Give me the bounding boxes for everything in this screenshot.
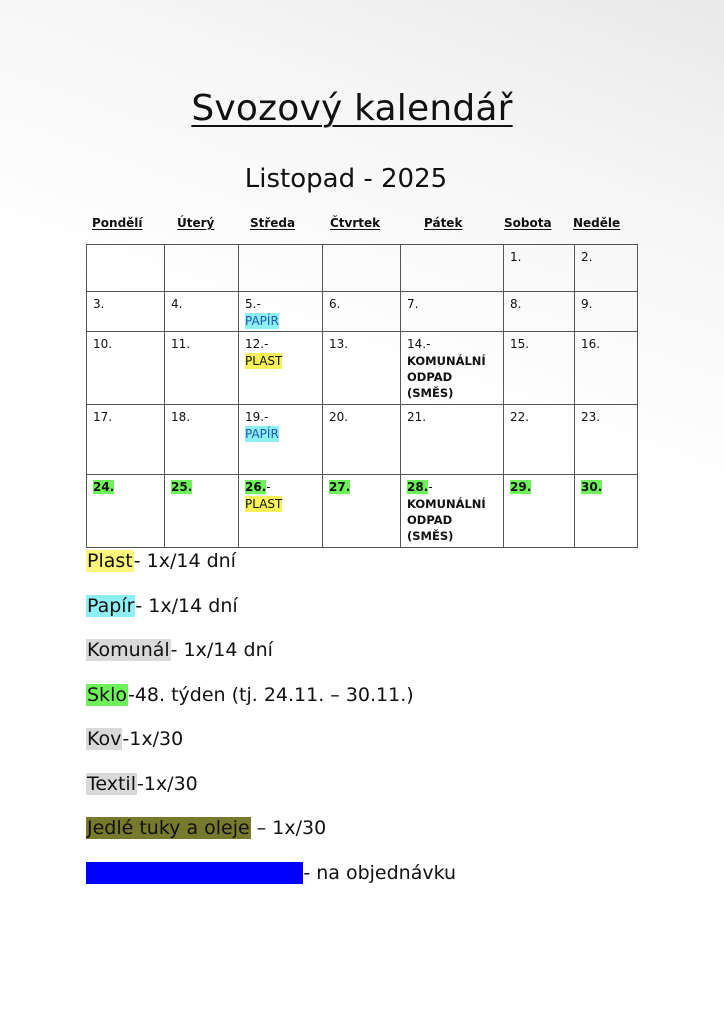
- calendar-day-cell: [165, 292, 239, 332]
- day-number: 16.: [581, 337, 601, 351]
- legend-frequency: -1x/30: [136, 772, 198, 795]
- day-number: 9.: [581, 297, 593, 311]
- day-number: 18.: [171, 410, 191, 424]
- day-number: 7.: [407, 297, 419, 311]
- legend-key: Jedlé tuky a oleje: [87, 817, 250, 839]
- day-number: 23.: [581, 410, 601, 424]
- calendar-day-cell: [239, 405, 323, 475]
- weekday-header: [0, 216, 724, 234]
- calendar-grid: [86, 244, 638, 548]
- day-suffix: -: [266, 480, 271, 494]
- day-number: 10.: [93, 337, 113, 351]
- day-number: 11.: [171, 337, 191, 351]
- calendar-week: [87, 245, 638, 292]
- calendar-day-cell: [504, 332, 575, 405]
- pickup-tag-komunal: KOMUNÁLNÍ ODPAD (SMĚS): [407, 497, 486, 543]
- weekday-sunday: Neděle: [573, 216, 621, 230]
- day-number: 13.: [329, 337, 349, 351]
- day-number: 20.: [329, 410, 349, 424]
- calendar-day-cell: [575, 405, 638, 475]
- legend-frequency: – 1x/30: [250, 817, 327, 839]
- calendar-week: [87, 292, 638, 332]
- day-number: 14.-: [407, 337, 431, 351]
- calendar-day-cell: [239, 292, 323, 332]
- day-number: 5.-: [245, 297, 261, 311]
- calendar-day-cell: [323, 292, 401, 332]
- legend: [86, 545, 686, 901]
- calendar-day-cell: [575, 475, 638, 548]
- weekday-saturday: Sobota: [504, 216, 552, 230]
- legend-frequency: - na objednávku: [303, 861, 457, 884]
- day-number: 29.: [510, 480, 532, 494]
- day-number: 2.: [581, 250, 593, 264]
- calendar-day-cell: [575, 332, 638, 405]
- day-number: 26.: [245, 480, 267, 494]
- page-title: Svozový kalendář: [191, 88, 513, 129]
- legend-item-kov: [86, 723, 686, 768]
- calendar-day-cell: [87, 245, 165, 292]
- calendar-day-cell: [165, 332, 239, 405]
- pickup-tag-papir: PAPÍR: [245, 427, 279, 441]
- calendar-day-cell: [87, 292, 165, 332]
- day-number: 3.: [93, 297, 105, 311]
- calendar-day-cell: [87, 405, 165, 475]
- calendar-day-cell: [165, 405, 239, 475]
- calendar-day-cell: [323, 405, 401, 475]
- calendar-day-cell: [87, 475, 165, 548]
- weekday-wednesday: Středa: [250, 216, 296, 230]
- day-number: 19.-: [245, 410, 269, 424]
- legend-item-bio: [86, 857, 686, 902]
- calendar-week: [87, 332, 638, 405]
- day-number: 28.: [407, 480, 429, 494]
- legend-item-tuky: [86, 812, 686, 857]
- calendar-day-cell: [239, 475, 323, 548]
- calendar-week: [87, 475, 638, 548]
- legend-item-komunal: [86, 634, 686, 679]
- legend-key: Sklo: [87, 683, 127, 706]
- legend-item-plast: [86, 545, 686, 590]
- legend-frequency: - 1x/14 dní: [135, 594, 238, 617]
- calendar-day-cell: [401, 405, 504, 475]
- day-number: 6.: [329, 297, 341, 311]
- calendar-day-cell: [504, 475, 575, 548]
- legend-key: Papír: [87, 594, 135, 617]
- calendar-day-cell: [401, 332, 504, 405]
- legend-item-sklo: [86, 679, 686, 724]
- day-number: 4.: [171, 297, 183, 311]
- day-number: 17.: [93, 410, 113, 424]
- legend-frequency: -1x/30: [122, 728, 184, 750]
- calendar-day-cell: [165, 475, 239, 548]
- legend-item-textil: [86, 768, 686, 813]
- calendar-day-cell: [323, 475, 401, 548]
- day-suffix: -: [428, 480, 433, 494]
- month-subtitle: Listopad - 2025: [244, 164, 448, 194]
- pickup-tag-plast: PLAST: [245, 497, 283, 511]
- day-number: 25.: [171, 480, 193, 494]
- day-number: 12.-: [245, 337, 269, 351]
- calendar-week: [87, 405, 638, 475]
- calendar-day-cell: [504, 405, 575, 475]
- day-number: 27.: [329, 480, 351, 494]
- legend-key: Kov: [87, 728, 122, 750]
- weekday-monday: Pondělí: [92, 216, 143, 230]
- legend-frequency: - 1x/14 dní: [170, 639, 273, 661]
- day-number: 8.: [510, 297, 522, 311]
- legend-frequency: - 1x/14 dní: [133, 550, 236, 572]
- weekday-friday: Pátek: [424, 216, 463, 230]
- calendar-day-cell: [323, 245, 401, 292]
- legend-key: Plast: [87, 550, 133, 572]
- calendar-day-cell: [575, 292, 638, 332]
- legend-key: Textil: [87, 772, 136, 795]
- calendar-day-cell: [504, 292, 575, 332]
- day-number: 30.: [581, 480, 603, 494]
- pickup-tag-komunal: KOMUNÁLNÍ ODPAD (SMĚS): [407, 354, 486, 400]
- legend-frequency: -48. týden (tj. 24.11. – 30.11.): [127, 683, 414, 706]
- calendar-day-cell: [239, 332, 323, 405]
- calendar-day-cell: [575, 245, 638, 292]
- calendar-day-cell: [401, 475, 504, 548]
- pickup-tag-plast: PLAST: [245, 354, 283, 368]
- day-number: 24.: [93, 480, 115, 494]
- calendar-day-cell: [504, 245, 575, 292]
- calendar-day-cell: [323, 332, 401, 405]
- weekday-thursday: Čtvrtek: [330, 216, 381, 230]
- pickup-tag-papir: PAPÍR: [245, 314, 279, 328]
- calendar-day-cell: [87, 332, 165, 405]
- legend-key: Komunál: [87, 639, 170, 661]
- day-number: 21.: [407, 410, 427, 424]
- calendar-day-cell: [239, 245, 323, 292]
- calendar-day-cell: [401, 292, 504, 332]
- day-number: 1.: [510, 250, 522, 264]
- day-number: 15.: [510, 337, 530, 351]
- calendar-day-cell: [165, 245, 239, 292]
- day-number: 22.: [510, 410, 530, 424]
- weekday-tuesday: Úterý: [177, 216, 215, 230]
- legend-key: Kontejner na bioodpad: [87, 861, 303, 884]
- calendar-day-cell: [401, 245, 504, 292]
- legend-item-papir: [86, 590, 686, 635]
